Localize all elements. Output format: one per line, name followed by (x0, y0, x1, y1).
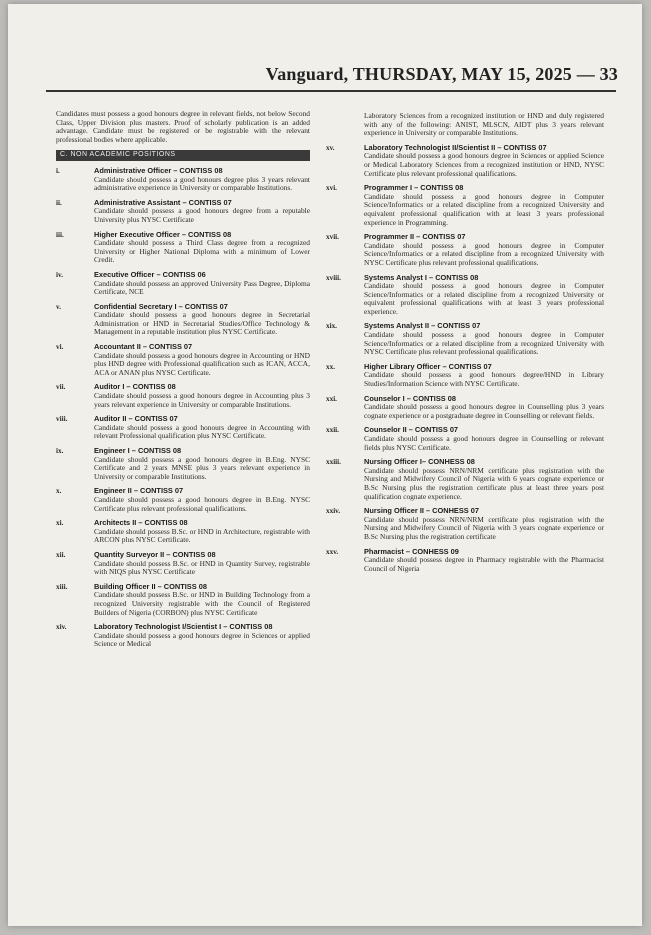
position-description: Candidate should possess a good honours degree in Secretarial Administration or HND in Secretarial Studies/Office Technology & Management in a reputable institution plus NYSC Certificate. (94, 310, 310, 337)
item-body (94, 519, 310, 545)
item-number: ii. (56, 198, 62, 207)
header-rule (46, 90, 616, 92)
position-description: Candidate should possess NRN/NRM certificate plus registration with the Nursing and Midwifery Council of Nigeria with 6 years cognate experience or B.Sc Nursing plus the registration certificate plus at least three years post qualification cognate experience. (364, 465, 604, 501)
position-title: Auditor I – CONTISS 08 (94, 382, 176, 392)
position-item (56, 343, 310, 377)
item-body (364, 395, 604, 421)
continuation-paragraph: Laboratory Sciences from a recognized institution or HND and duly registered with any of the following: ANIST, MLSCN, AIDT plus 3 years relevant experience in University or comparable Institutions. (364, 111, 604, 138)
position-title: Programmer I – CONTISS 08 (364, 183, 464, 193)
position-title: Engineer I – CONTISS 08 (94, 446, 182, 455)
position-item (56, 623, 310, 649)
item-body (94, 583, 310, 617)
position-description: Candidate should possess a Third Class degree from a recognized University or Higher National Diploma with a minimum of Lower Credit. (94, 238, 310, 265)
position-item (326, 184, 604, 227)
position-title: Auditor II – CONTISS 07 (94, 414, 178, 424)
position-description: Candidate should possess a good honours degree in Counselling or relevant fields plus NYSC Certificate. (364, 434, 604, 452)
newspaper-page (8, 4, 642, 926)
position-description: Candidate should possess a good honours degree in Sciences or applied Science or Medical (94, 630, 310, 649)
item-body (364, 322, 604, 356)
item-number: xxii. (326, 426, 339, 435)
position-item (326, 458, 604, 501)
position-title: Higher Library Officer – CONTISS 07 (364, 361, 492, 371)
position-description: Candidate should possess a good honours degree in Counselling plus 3 years cognate experience or a postgraduate degree in Counselling or relevant fields. (364, 402, 604, 420)
position-title: Counselor I – CONTISS 08 (364, 393, 456, 403)
position-item (326, 548, 604, 574)
item-number: x. (56, 487, 62, 496)
position-description: Candidate should possess a good honours degree in Accounting plus 3 years relevant experience in University or comparable Institutions. (94, 391, 310, 409)
position-description: Candidate should possess a good honours degree in B.Eng. NYSC Certificate plus relevant professional qualifications. (94, 494, 310, 513)
item-body (364, 507, 604, 541)
item-number: xii. (56, 550, 66, 559)
item-body (94, 343, 310, 377)
item-number: i. (56, 166, 60, 175)
item-number: xx. (326, 362, 335, 371)
position-title: Systems Analyst II – CONTISS 07 (364, 321, 481, 331)
position-item (56, 199, 310, 225)
item-body (94, 415, 310, 441)
position-item (56, 167, 310, 193)
position-description: Candidate should possess a good honours degree in Computer Science/Informatics or a related discipline from a recognized University with NYSC Certificate plus relevant professional qualifications. (364, 240, 604, 267)
position-description: Candidate should possess NRN/NRM certificate plus registration with the Nursing and Midwifery Council of Nigeria with 3 years cognate experience or B.Sc Nursing plus the registration certificate (364, 514, 604, 541)
position-title: Pharmacist – CONHESS 09 (364, 546, 459, 556)
position-description: Candidate should possess a good honours degree in Accounting with relevant Professional qualification plus NYSC Certificate. (94, 422, 310, 441)
item-body (364, 144, 604, 178)
position-description: Candidate should possess an approved University Pass Degree, Diploma Certificate, NCE (94, 278, 310, 297)
item-body (94, 199, 310, 225)
item-body (94, 271, 310, 297)
position-item (56, 383, 310, 409)
position-title: Nursing Officer II – CONHESS 07 (364, 506, 479, 516)
position-description: Candidate should possess a good honours degree/HND in Library Studies/Information Science with NYSC Certificate. (364, 370, 604, 389)
item-body (94, 383, 310, 409)
intro-paragraph: Candidates must possess a good honours degree in relevant fields, not below Second Class, Upper Division plus masters. Proof of scholarly publication is an added advantage. Candidate must be registered or be registrable with the relevant professional bodies where applicable. (56, 109, 310, 144)
position-title: Counselor II – CONTISS 07 (364, 425, 459, 435)
position-item (326, 507, 604, 541)
section-heading: C. NON ACADEMIC POSITIONS (56, 150, 310, 161)
position-item (326, 395, 604, 421)
item-number: xxiv. (326, 507, 341, 516)
position-item (326, 426, 604, 452)
position-title: Confidential Secretary I – CONTISS 07 (94, 301, 228, 311)
position-item (326, 233, 604, 267)
position-item (326, 322, 604, 356)
position-item (326, 144, 604, 178)
item-number: xxiii. (326, 458, 341, 467)
position-title: Accountant II – CONTISS 07 (94, 342, 193, 352)
item-number: xxv. (326, 547, 339, 556)
position-title: Laboratory Technologist I/Scientist I – CONTISS 08 (94, 622, 273, 632)
position-title: Administrative Assistant – CONTISS 07 (94, 197, 232, 207)
item-number: viii. (56, 415, 68, 424)
position-title: Building Officer II – CONTISS 08 (94, 581, 207, 591)
position-description: Candidate should possess B.Sc. or HND in Architecture, registrable with ARCON plus NYSC Certificate. (94, 526, 310, 545)
item-number: xvii. (326, 233, 339, 242)
item-number: xviii. (326, 273, 341, 282)
position-description: Candidate should possess a good honours degree in Computer Science/Informatics or a related discipline from a recognized University and equivalent professional qualification with at least 3 years professional experience in Programming. (364, 191, 604, 227)
position-description: Candidate should possess degree in Pharmacy registrable with the Pharmacist Council of Nigeria (364, 555, 604, 573)
item-number: vi. (56, 343, 64, 352)
item-number: vii. (56, 383, 66, 392)
item-body (94, 487, 310, 513)
item-body (94, 623, 310, 649)
position-description: Candidate should possess a good honours degree in B.Eng. NYSC Certificate and 2 years MNSE plus 3 years relevant experience in University or comparable Institutions. (94, 454, 310, 481)
position-item (56, 231, 310, 265)
item-number: xxi. (326, 394, 337, 403)
item-body (364, 233, 604, 267)
item-body (94, 303, 310, 337)
item-body (364, 184, 604, 227)
position-title: Laboratory Technologist II/Scientist II – CONTISS 07 (364, 142, 547, 152)
position-item (56, 583, 310, 617)
item-number: xi. (56, 519, 64, 528)
item-body (364, 458, 604, 501)
item-number: v. (56, 302, 61, 311)
left-item-list (56, 167, 310, 649)
position-item (56, 303, 310, 337)
item-number: iv. (56, 270, 63, 279)
right-item-list (326, 144, 604, 574)
right-column (326, 112, 604, 579)
item-number: xiii. (56, 582, 68, 591)
page-header: Vanguard, THURSDAY, MAY 15, 2025 — 33 (265, 64, 618, 84)
position-title: Quantity Surveyor II – CONTISS 08 (94, 549, 216, 559)
position-item (56, 271, 310, 297)
position-item (56, 415, 310, 441)
position-item (56, 519, 310, 545)
item-number: iii. (56, 230, 64, 239)
position-title: Administrative Officer – CONTISS 08 (94, 165, 223, 175)
item-body (364, 548, 604, 574)
position-item (56, 447, 310, 481)
position-description: Candidate should possess a good honours degree from a reputable University plus NYSC Certificate (94, 206, 310, 224)
item-body (364, 426, 604, 452)
item-body (364, 363, 604, 389)
item-body (94, 551, 310, 577)
position-description: Candidate should possess a good honours degree in Accounting or HND plus HND degree with Professional qualification such as ICAN, ACCA, ACA or ANAN plus NYSC Certificate. (94, 350, 310, 377)
position-item (326, 274, 604, 317)
position-description: Candidate should possess a good honours degree plus 3 years relevant administrative experience in University or comparable Institutions. (94, 174, 310, 193)
item-body (94, 231, 310, 265)
position-title: Architects II – CONTISS 08 (94, 518, 188, 528)
item-body (94, 447, 310, 481)
position-item (56, 551, 310, 577)
position-title: Higher Executive Officer – CONTISS 08 (94, 229, 232, 239)
position-description: Candidate should possess B.Sc. or HND in Quantity Survey, registrable with NIQS plus NYSC Certificate (94, 558, 310, 577)
position-title: Engineer II – CONTISS 07 (94, 486, 184, 496)
position-description: Candidate should possess a good honours degree in Computer Science/Informatics or a related discipline from a recognized University with NYSC Certificate plus relevant professional qualifications. (364, 330, 604, 357)
item-number: xiv. (56, 623, 67, 632)
position-title: Executive Officer – CONTISS 06 (94, 269, 206, 279)
item-number: xvi. (326, 184, 337, 193)
item-number: ix. (56, 447, 64, 455)
item-body (364, 274, 604, 317)
left-column (56, 110, 310, 655)
item-body (94, 167, 310, 193)
position-item (56, 487, 310, 513)
position-title: Nursing Officer I– CONHESS 08 (364, 457, 475, 467)
position-description: Candidate should possess B.Sc. or HND in Building Technology from a recognized University registrable with the Council of Registered Builders of Nigeria (CORBON) plus NYSC Certificate (94, 590, 310, 617)
position-description: Candidate should possess a good honours degree in Computer Science/Informatics or a related discipline from a recognized University or equivalent professional qualifications with at least 3 years professional experience. (364, 281, 604, 316)
item-number: xv. (326, 143, 335, 152)
position-description: Candidate should possess a good honours degree in Sciences or applied Science or Medical Laboratory Sciences from a recognized institution or HND, NYSC Certificate plus relevant professional qualifications. (364, 151, 604, 178)
position-item (326, 363, 604, 389)
position-title: Systems Analyst I – CONTISS 08 (364, 272, 479, 282)
position-title: Programmer II – CONTISS 07 (364, 232, 466, 242)
item-number: xix. (326, 322, 337, 331)
